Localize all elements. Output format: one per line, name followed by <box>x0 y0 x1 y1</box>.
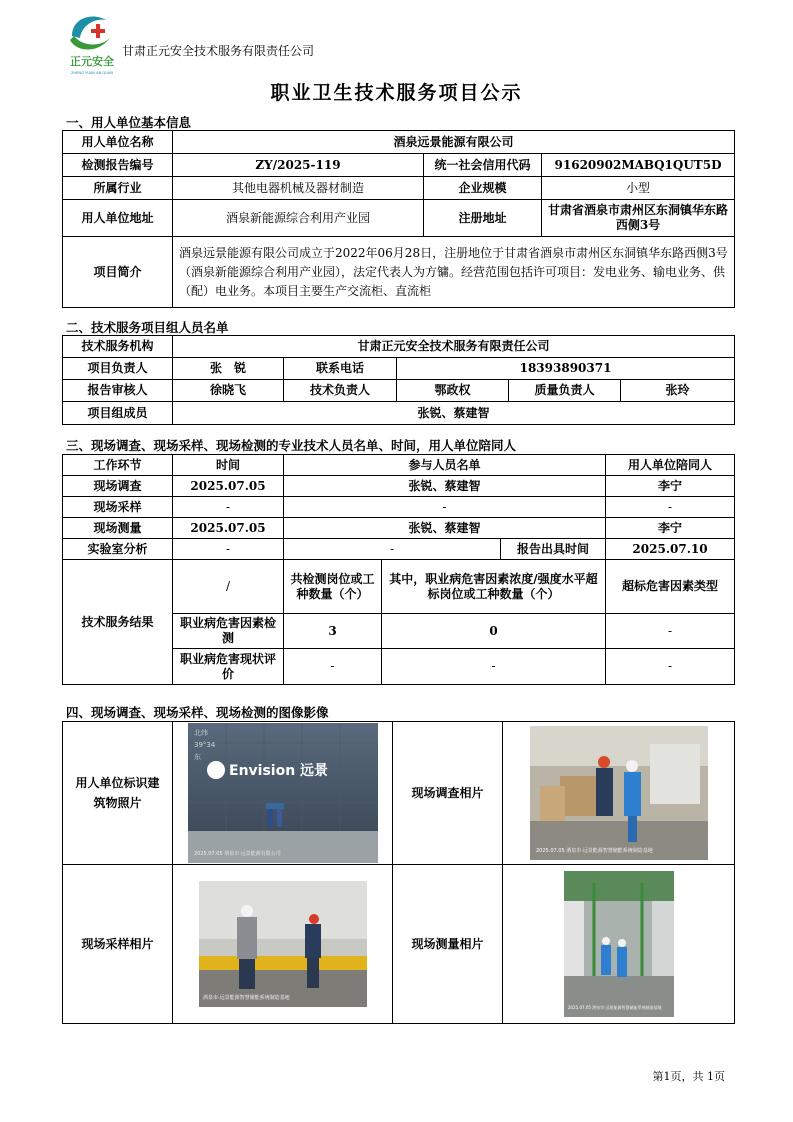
members-sampling: - <box>284 497 606 518</box>
stage-sampling: 现场采样 <box>63 497 173 518</box>
logo-cross <box>91 24 105 38</box>
time-measure: 2025.07.05 <box>173 518 284 539</box>
result-detect-exceed: 0 <box>382 614 606 649</box>
header-exceed: 其中，职业病危害因素浓度/强度水平超标岗位或工种数量（个） <box>382 560 606 614</box>
label-report-time: 报告出具时间 <box>501 539 606 560</box>
label-scale: 企业规模 <box>424 177 542 200</box>
person-figure <box>237 917 257 959</box>
time-sampling: - <box>173 497 284 518</box>
survey-photo <box>530 726 708 860</box>
brand-sign: Envision 远景 <box>228 763 328 779</box>
result-slash: / <box>173 560 284 614</box>
result-detect-count: 3 <box>284 614 382 649</box>
stage-lab: 实验室分析 <box>63 539 173 560</box>
header-hazard-type: 超标危害因素类型 <box>606 560 735 614</box>
members-measure: 张锐、蔡建智 <box>284 518 606 539</box>
photo-caption: 酒泉市·远景能源智慧储能系统制造基地 <box>202 995 290 1001</box>
section3-heading: 三、现场调查、现场采样、现场检测的专业技术人员名单、时间，用人单位陪同人 <box>66 438 517 453</box>
stage-measure: 现场测量 <box>63 518 173 539</box>
header-stage: 工作环节 <box>63 455 173 476</box>
unit-name: 酒泉远景能源有限公司 <box>173 131 735 154</box>
logo-swoosh-teal <box>72 17 106 38</box>
label-reg-address: 注册地址 <box>424 200 542 237</box>
label-result: 技术服务结果 <box>63 560 173 685</box>
person-figure <box>617 947 627 977</box>
table-row <box>63 476 735 497</box>
result-eval-name: 职业病危害现状评价 <box>173 649 284 685</box>
stage-survey: 现场调查 <box>63 476 173 497</box>
members-survey: 张锐、蔡建智 <box>284 476 606 497</box>
basic-info-table <box>62 130 735 308</box>
label-industry: 所属行业 <box>63 177 173 200</box>
member-names: 张锐、蔡建智 <box>173 402 735 425</box>
watermark-dir: 东 <box>193 753 201 761</box>
label-org: 技术服务机构 <box>63 336 173 358</box>
time-lab: - <box>173 539 284 560</box>
header-count: 共检测岗位或工种数量（个） <box>284 560 382 614</box>
section2-heading: 二、技术服务项目组人员名单 <box>66 320 229 335</box>
brand-logo-icon <box>207 761 225 779</box>
section4-heading: 四、现场调查、现场采样、现场检测的图像影像 <box>66 705 329 720</box>
watermark-num: 39°34 <box>193 741 215 749</box>
label-phone: 联系电话 <box>284 358 397 380</box>
logo-subtext: ZHENG YUAN AN QUAN <box>70 71 114 75</box>
company-name: 甘肃正元安全技术服务有限责任公司 <box>122 44 315 58</box>
header-time: 时间 <box>173 455 284 476</box>
project-intro: 酒泉远景能源有限公司成立于2022年06月28日，注册地位于甘肃省酒泉市肃州区东洞镇华东路西侧3号（酒泉新能源综合利用产业园），法定代表人为方镛。经营范围包括许可项目：发电业务、输电业务、供（配）电业务。本项目主要生产交流柜、直流柜 <box>173 237 735 308</box>
unit-address: 酒泉新能源综合利用产业园 <box>173 200 424 237</box>
reg-address: 甘肃省酒泉市肃州区东洞镇华东路西侧3号 <box>542 200 735 237</box>
report-time: 2025.07.10 <box>606 539 735 560</box>
team-table <box>62 335 735 425</box>
page-title: 职业卫生技术服务项目公示 <box>270 82 523 104</box>
person-figure <box>268 809 273 827</box>
logo-swoosh-green <box>70 36 110 50</box>
section1-heading: 一、用人单位基本信息 <box>66 115 192 130</box>
org-name: 甘肃正元安全技术服务有限责任公司 <box>173 336 735 358</box>
label-report-no: 检测报告编号 <box>63 154 173 177</box>
person-figure <box>624 772 641 816</box>
result-detect-type: - <box>606 614 735 649</box>
table-row <box>63 539 735 560</box>
field-work-table <box>62 454 735 685</box>
person-figure <box>277 809 282 827</box>
label-sampling-photo: 现场采样相片 <box>63 865 173 1024</box>
leader-name: 张 锐 <box>173 358 284 380</box>
label-members: 项目组成员 <box>63 402 173 425</box>
label-unit-address: 用人单位地址 <box>63 200 173 237</box>
report-no: ZY/2025-119 <box>173 154 424 177</box>
photo-caption: 2025.07.05 酒泉市·远景能源有限公司 <box>193 851 281 857</box>
result-eval-exceed: - <box>382 649 606 685</box>
reviewer-name: 徐晓飞 <box>173 380 284 402</box>
phone: 18393890371 <box>397 358 735 380</box>
label-measure-photo: 现场测量相片 <box>393 865 503 1024</box>
label-intro: 项目简介 <box>63 237 173 308</box>
watermark-lat: 北纬 <box>193 729 208 737</box>
person-figure <box>601 945 611 975</box>
industry: 其他电器机械及器材制造 <box>173 177 424 200</box>
company-logo <box>62 8 122 78</box>
escort-measure: 李宁 <box>606 518 735 539</box>
result-eval-count: - <box>284 649 382 685</box>
quality-lead-name: 张玲 <box>621 380 735 402</box>
label-tech-lead: 技术负责人 <box>284 380 397 402</box>
credit-code: 91620902MABQ1QUT5D <box>542 154 735 177</box>
escort-sampling: - <box>606 497 735 518</box>
label-building-photo: 用人单位标识建筑物照片 <box>63 722 173 865</box>
time-survey: 2025.07.05 <box>173 476 284 497</box>
tech-lead-name: 鄂政权 <box>397 380 509 402</box>
result-eval-type: - <box>606 649 735 685</box>
header-members: 参与人员名单 <box>284 455 606 476</box>
label-leader: 项目负责人 <box>63 358 173 380</box>
label-survey-photo: 现场调查相片 <box>393 722 503 865</box>
sampling-photo <box>199 881 367 1007</box>
page-footer: 第1页，共 1页 <box>652 1070 725 1083</box>
escort-survey: 李宁 <box>606 476 735 497</box>
photo-table <box>62 721 735 1024</box>
photo-caption: 2025.07.05 酒泉市·远景能源智慧储能系统制造基地 <box>535 848 653 854</box>
logo-text: 正元安全 <box>70 55 114 68</box>
person-figure <box>305 924 321 958</box>
photo-caption: 2025.07.05 酒泉市·远景能源智慧储能系统制造基地 <box>567 1005 661 1010</box>
person-figure <box>596 768 613 816</box>
header-escort: 用人单位陪同人 <box>606 455 735 476</box>
building-photo <box>188 723 378 863</box>
label-unit-name: 用人单位名称 <box>63 131 173 154</box>
measure-photo <box>564 871 674 1017</box>
page-header <box>62 8 742 83</box>
table-row <box>63 518 735 539</box>
label-reviewer: 报告审核人 <box>63 380 173 402</box>
table-row <box>63 497 735 518</box>
label-quality-lead: 质量负责人 <box>509 380 621 402</box>
result-detect-name: 职业病危害因素检测 <box>173 614 284 649</box>
scale: 小型 <box>542 177 735 200</box>
label-credit-code: 统一社会信用代码 <box>424 154 542 177</box>
members-lab: - <box>284 539 501 560</box>
